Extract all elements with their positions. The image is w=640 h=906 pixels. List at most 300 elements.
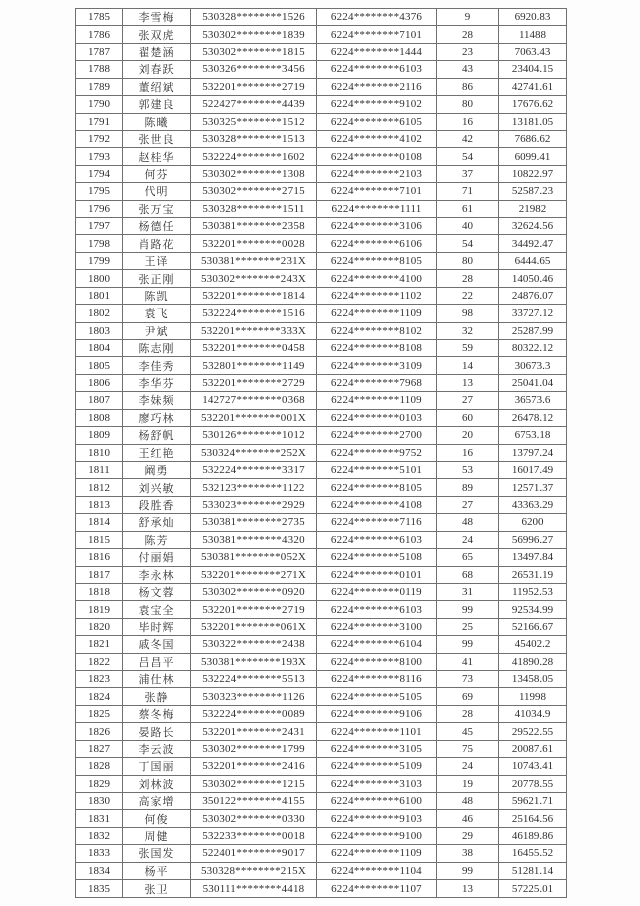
table-row <box>76 810 567 827</box>
cell-count: 19 <box>437 775 499 792</box>
cell-name: 陈芳 <box>123 531 191 548</box>
cell-name: 高家增 <box>123 792 191 809</box>
cell-amount: 56996.27 <box>499 531 567 548</box>
cell-serial: 1810 <box>76 444 123 461</box>
cell-count: 80 <box>437 252 499 269</box>
cell-id_number: 532201********0028 <box>191 235 317 252</box>
cell-card_number: 6224********6105 <box>317 113 437 130</box>
cell-id_number: 532224********1602 <box>191 148 317 165</box>
cell-name: 李永林 <box>123 566 191 583</box>
cell-card_number: 6224********2700 <box>317 427 437 444</box>
cell-amount: 33727.12 <box>499 305 567 322</box>
cell-name: 阚勇 <box>123 461 191 478</box>
cell-serial: 1809 <box>76 427 123 444</box>
cell-card_number: 6224********8116 <box>317 671 437 688</box>
cell-name: 张卫 <box>123 880 191 898</box>
cell-amount: 11952.53 <box>499 583 567 600</box>
table-row <box>76 148 567 165</box>
cell-card_number: 6224********4100 <box>317 270 437 287</box>
cell-amount: 45402.2 <box>499 636 567 653</box>
cell-card_number: 6224********8108 <box>317 340 437 357</box>
table-row <box>76 270 567 287</box>
cell-serial: 1826 <box>76 723 123 740</box>
cell-count: 20 <box>437 427 499 444</box>
cell-amount: 24876.07 <box>499 287 567 304</box>
table-row <box>76 740 567 757</box>
cell-id_number: 530302********0920 <box>191 583 317 600</box>
cell-serial: 1796 <box>76 200 123 217</box>
cell-card_number: 6224********3103 <box>317 775 437 792</box>
table-body <box>76 9 567 898</box>
cell-amount: 25164.56 <box>499 810 567 827</box>
cell-serial: 1802 <box>76 305 123 322</box>
cell-card_number: 6224********0101 <box>317 566 437 583</box>
cell-name: 晏路长 <box>123 723 191 740</box>
cell-id_number: 530381********231X <box>191 252 317 269</box>
cell-amount: 20087.61 <box>499 740 567 757</box>
cell-amount: 29522.55 <box>499 723 567 740</box>
cell-name: 杨舒帆 <box>123 427 191 444</box>
cell-name: 浦仕林 <box>123 671 191 688</box>
table-row <box>76 113 567 130</box>
cell-serial: 1825 <box>76 705 123 722</box>
cell-count: 16 <box>437 113 499 130</box>
cell-serial: 1788 <box>76 61 123 78</box>
cell-amount: 25041.04 <box>499 374 567 391</box>
cell-serial: 1831 <box>76 810 123 827</box>
cell-serial: 1798 <box>76 235 123 252</box>
payment-list-table <box>75 8 567 898</box>
cell-card_number: 6224********1109 <box>317 392 437 409</box>
cell-amount: 6444.65 <box>499 252 567 269</box>
cell-card_number: 6224********7116 <box>317 514 437 531</box>
table-row <box>76 252 567 269</box>
table-row <box>76 374 567 391</box>
cell-count: 28 <box>437 270 499 287</box>
cell-count: 46 <box>437 810 499 827</box>
cell-serial: 1806 <box>76 374 123 391</box>
cell-serial: 1835 <box>76 880 123 898</box>
cell-amount: 41034.9 <box>499 705 567 722</box>
table-row <box>76 479 567 496</box>
cell-count: 32 <box>437 322 499 339</box>
cell-count: 13 <box>437 374 499 391</box>
cell-serial: 1811 <box>76 461 123 478</box>
cell-amount: 92534.99 <box>499 601 567 618</box>
cell-card_number: 6224********5109 <box>317 758 437 775</box>
table-row <box>76 653 567 670</box>
cell-card_number: 6224********6103 <box>317 601 437 618</box>
cell-card_number: 6224********8105 <box>317 479 437 496</box>
cell-name: 吕昌平 <box>123 653 191 670</box>
cell-id_number: 532201********061X <box>191 618 317 635</box>
cell-serial: 1827 <box>76 740 123 757</box>
cell-serial: 1829 <box>76 775 123 792</box>
cell-name: 赵桂华 <box>123 148 191 165</box>
cell-count: 38 <box>437 845 499 862</box>
cell-serial: 1820 <box>76 618 123 635</box>
cell-name: 刘林波 <box>123 775 191 792</box>
cell-id_number: 533023********2929 <box>191 496 317 513</box>
cell-count: 65 <box>437 549 499 566</box>
cell-serial: 1834 <box>76 862 123 879</box>
cell-name: 李雪梅 <box>123 9 191 26</box>
table-row <box>76 305 567 322</box>
cell-count: 80 <box>437 96 499 113</box>
table-row <box>76 671 567 688</box>
cell-card_number: 6224********8102 <box>317 322 437 339</box>
table-row <box>76 688 567 705</box>
cell-id_number: 532201********2719 <box>191 78 317 95</box>
cell-count: 23 <box>437 43 499 60</box>
cell-name: 代明 <box>123 183 191 200</box>
cell-name: 何俊 <box>123 810 191 827</box>
cell-card_number: 6224********4376 <box>317 9 437 26</box>
cell-serial: 1790 <box>76 96 123 113</box>
cell-card_number: 6224********6103 <box>317 61 437 78</box>
table-row <box>76 880 567 898</box>
cell-count: 29 <box>437 827 499 844</box>
cell-amount: 36573.6 <box>499 392 567 409</box>
cell-serial: 1822 <box>76 653 123 670</box>
table-row <box>76 427 567 444</box>
cell-count: 9 <box>437 9 499 26</box>
cell-name: 尹斌 <box>123 322 191 339</box>
cell-serial: 1816 <box>76 549 123 566</box>
cell-serial: 1792 <box>76 130 123 147</box>
table-row <box>76 96 567 113</box>
table-row <box>76 862 567 879</box>
cell-amount: 21982 <box>499 200 567 217</box>
cell-count: 89 <box>437 479 499 496</box>
cell-count: 60 <box>437 409 499 426</box>
cell-serial: 1799 <box>76 252 123 269</box>
cell-amount: 43363.29 <box>499 496 567 513</box>
cell-amount: 52587.23 <box>499 183 567 200</box>
cell-count: 22 <box>437 287 499 304</box>
cell-serial: 1791 <box>76 113 123 130</box>
cell-count: 13 <box>437 880 499 898</box>
cell-amount: 6920.83 <box>499 9 567 26</box>
cell-count: 48 <box>437 514 499 531</box>
cell-name: 董绍斌 <box>123 78 191 95</box>
cell-name: 付丽娟 <box>123 549 191 566</box>
cell-card_number: 6224********9106 <box>317 705 437 722</box>
cell-amount: 10743.41 <box>499 758 567 775</box>
cell-amount: 41890.28 <box>499 653 567 670</box>
cell-card_number: 6224********1107 <box>317 880 437 898</box>
cell-name: 袁飞 <box>123 305 191 322</box>
cell-amount: 57225.01 <box>499 880 567 898</box>
cell-count: 31 <box>437 583 499 600</box>
cell-serial: 1805 <box>76 357 123 374</box>
cell-name: 丁国丽 <box>123 758 191 775</box>
table-row <box>76 444 567 461</box>
table-row <box>76 496 567 513</box>
cell-id_number: 530323********1126 <box>191 688 317 705</box>
cell-serial: 1819 <box>76 601 123 618</box>
table-row <box>76 514 567 531</box>
cell-count: 99 <box>437 862 499 879</box>
cell-serial: 1830 <box>76 792 123 809</box>
table-row <box>76 322 567 339</box>
cell-id_number: 530302********243X <box>191 270 317 287</box>
cell-serial: 1815 <box>76 531 123 548</box>
cell-count: 27 <box>437 392 499 409</box>
cell-count: 71 <box>437 183 499 200</box>
cell-amount: 16017.49 <box>499 461 567 478</box>
cell-amount: 7063.43 <box>499 43 567 60</box>
cell-card_number: 6224********0119 <box>317 583 437 600</box>
cell-name: 刘春跃 <box>123 61 191 78</box>
cell-id_number: 530302********1799 <box>191 740 317 757</box>
cell-name: 张正刚 <box>123 270 191 287</box>
table-row <box>76 409 567 426</box>
cell-card_number: 6224********3100 <box>317 618 437 635</box>
cell-amount: 7686.62 <box>499 130 567 147</box>
cell-card_number: 6224********3109 <box>317 357 437 374</box>
cell-id_number: 532224********1516 <box>191 305 317 322</box>
table-row <box>76 636 567 653</box>
cell-id_number: 530302********1308 <box>191 165 317 182</box>
cell-id_number: 530111********4418 <box>191 880 317 898</box>
cell-id_number: 532201********2416 <box>191 758 317 775</box>
cell-serial: 1813 <box>76 496 123 513</box>
cell-serial: 1812 <box>76 479 123 496</box>
cell-amount: 13497.84 <box>499 549 567 566</box>
cell-card_number: 6224********4108 <box>317 496 437 513</box>
cell-name: 陈曦 <box>123 113 191 130</box>
cell-serial: 1833 <box>76 845 123 862</box>
cell-id_number: 530328********1513 <box>191 130 317 147</box>
cell-card_number: 6224********6103 <box>317 531 437 548</box>
cell-name: 王译 <box>123 252 191 269</box>
cell-serial: 1795 <box>76 183 123 200</box>
cell-name: 张世良 <box>123 130 191 147</box>
cell-id_number: 532123********1122 <box>191 479 317 496</box>
cell-id_number: 532224********3317 <box>191 461 317 478</box>
table-row <box>76 9 567 26</box>
cell-id_number: 532224********5513 <box>191 671 317 688</box>
cell-card_number: 6224********3105 <box>317 740 437 757</box>
cell-name: 周健 <box>123 827 191 844</box>
table-row <box>76 583 567 600</box>
cell-card_number: 6224********6106 <box>317 235 437 252</box>
cell-id_number: 532201********333X <box>191 322 317 339</box>
cell-name: 毕时辉 <box>123 618 191 635</box>
cell-card_number: 6224********8100 <box>317 653 437 670</box>
table-row <box>76 601 567 618</box>
table-row <box>76 758 567 775</box>
cell-count: 68 <box>437 566 499 583</box>
cell-name: 李妹频 <box>123 392 191 409</box>
cell-amount: 6099.41 <box>499 148 567 165</box>
cell-card_number: 6224********2116 <box>317 78 437 95</box>
cell-serial: 1789 <box>76 78 123 95</box>
cell-count: 27 <box>437 496 499 513</box>
cell-count: 48 <box>437 792 499 809</box>
cell-card_number: 6224********1444 <box>317 43 437 60</box>
cell-card_number: 6224********5101 <box>317 461 437 478</box>
cell-card_number: 6224********0108 <box>317 148 437 165</box>
cell-serial: 1785 <box>76 9 123 26</box>
cell-count: 42 <box>437 130 499 147</box>
cell-serial: 1817 <box>76 566 123 583</box>
table-row <box>76 43 567 60</box>
cell-card_number: 6224********1104 <box>317 862 437 879</box>
cell-id_number: 530328********1511 <box>191 200 317 217</box>
cell-amount: 20778.55 <box>499 775 567 792</box>
cell-id_number: 530302********1215 <box>191 775 317 792</box>
cell-count: 25 <box>437 618 499 635</box>
cell-count: 16 <box>437 444 499 461</box>
cell-amount: 16455.52 <box>499 845 567 862</box>
cell-serial: 1793 <box>76 148 123 165</box>
cell-card_number: 6224********9102 <box>317 96 437 113</box>
cell-name: 李云波 <box>123 740 191 757</box>
table-row <box>76 827 567 844</box>
cell-card_number: 6224********1102 <box>317 287 437 304</box>
cell-name: 陈志刚 <box>123 340 191 357</box>
cell-name: 何芬 <box>123 165 191 182</box>
cell-count: 86 <box>437 78 499 95</box>
cell-id_number: 532201********2729 <box>191 374 317 391</box>
cell-count: 37 <box>437 165 499 182</box>
cell-serial: 1808 <box>76 409 123 426</box>
table-row <box>76 618 567 635</box>
cell-amount: 23404.15 <box>499 61 567 78</box>
cell-id_number: 522401********9017 <box>191 845 317 862</box>
table-row <box>76 792 567 809</box>
table-row <box>76 78 567 95</box>
cell-count: 69 <box>437 688 499 705</box>
table-row <box>76 392 567 409</box>
cell-amount: 80322.12 <box>499 340 567 357</box>
table-row <box>76 566 567 583</box>
cell-serial: 1832 <box>76 827 123 844</box>
cell-id_number: 530381********193X <box>191 653 317 670</box>
cell-id_number: 530381********2358 <box>191 218 317 235</box>
table-row <box>76 357 567 374</box>
cell-amount: 17676.62 <box>499 96 567 113</box>
table-row <box>76 130 567 147</box>
cell-serial: 1804 <box>76 340 123 357</box>
cell-name: 段胜香 <box>123 496 191 513</box>
cell-count: 54 <box>437 235 499 252</box>
cell-id_number: 350122********4155 <box>191 792 317 809</box>
cell-id_number: 530325********1512 <box>191 113 317 130</box>
cell-id_number: 532201********271X <box>191 566 317 583</box>
cell-id_number: 532201********1814 <box>191 287 317 304</box>
cell-amount: 59621.71 <box>499 792 567 809</box>
cell-serial: 1821 <box>76 636 123 653</box>
cell-count: 61 <box>437 200 499 217</box>
cell-amount: 14050.46 <box>499 270 567 287</box>
cell-id_number: 532201********0458 <box>191 340 317 357</box>
cell-id_number: 530302********0330 <box>191 810 317 827</box>
cell-id_number: 532224********0089 <box>191 705 317 722</box>
cell-card_number: 6224********4102 <box>317 130 437 147</box>
cell-serial: 1823 <box>76 671 123 688</box>
table-row <box>76 200 567 217</box>
cell-amount: 12571.37 <box>499 479 567 496</box>
cell-serial: 1797 <box>76 218 123 235</box>
cell-name: 廖巧林 <box>123 409 191 426</box>
cell-name: 舒承灿 <box>123 514 191 531</box>
cell-id_number: 532201********2431 <box>191 723 317 740</box>
cell-count: 43 <box>437 61 499 78</box>
cell-amount: 51281.14 <box>499 862 567 879</box>
table-row <box>76 845 567 862</box>
cell-card_number: 6224********0103 <box>317 409 437 426</box>
cell-id_number: 530326********3456 <box>191 61 317 78</box>
cell-count: 98 <box>437 305 499 322</box>
cell-count: 53 <box>437 461 499 478</box>
cell-id_number: 530126********1012 <box>191 427 317 444</box>
cell-name: 翟楚涵 <box>123 43 191 60</box>
table-row <box>76 549 567 566</box>
cell-id_number: 530328********1526 <box>191 9 317 26</box>
cell-id_number: 530302********1815 <box>191 43 317 60</box>
cell-name: 张双虎 <box>123 26 191 43</box>
cell-id_number: 530381********052X <box>191 549 317 566</box>
cell-amount: 6753.18 <box>499 427 567 444</box>
cell-name: 杨平 <box>123 862 191 879</box>
cell-amount: 11998 <box>499 688 567 705</box>
cell-card_number: 6224********1101 <box>317 723 437 740</box>
cell-id_number: 532801********1149 <box>191 357 317 374</box>
cell-name: 张静 <box>123 688 191 705</box>
table-row <box>76 61 567 78</box>
cell-serial: 1828 <box>76 758 123 775</box>
cell-card_number: 6224********9103 <box>317 810 437 827</box>
cell-count: 45 <box>437 723 499 740</box>
cell-amount: 26478.12 <box>499 409 567 426</box>
cell-card_number: 6224********5108 <box>317 549 437 566</box>
cell-amount: 11488 <box>499 26 567 43</box>
cell-amount: 25287.99 <box>499 322 567 339</box>
cell-name: 陈凯 <box>123 287 191 304</box>
cell-count: 24 <box>437 531 499 548</box>
cell-card_number: 6224********8105 <box>317 252 437 269</box>
cell-card_number: 6224********1111 <box>317 200 437 217</box>
cell-serial: 1807 <box>76 392 123 409</box>
cell-name: 李佳秀 <box>123 357 191 374</box>
cell-amount: 42741.61 <box>499 78 567 95</box>
cell-card_number: 6224********6104 <box>317 636 437 653</box>
cell-count: 24 <box>437 758 499 775</box>
cell-amount: 52166.67 <box>499 618 567 635</box>
cell-amount: 32624.56 <box>499 218 567 235</box>
cell-amount: 13458.05 <box>499 671 567 688</box>
table-row <box>76 165 567 182</box>
table-row <box>76 723 567 740</box>
cell-card_number: 6224********1109 <box>317 305 437 322</box>
cell-serial: 1801 <box>76 287 123 304</box>
cell-card_number: 6224********9100 <box>317 827 437 844</box>
cell-id_number: 532233********0018 <box>191 827 317 844</box>
cell-serial: 1787 <box>76 43 123 60</box>
cell-id_number: 530302********2715 <box>191 183 317 200</box>
cell-id_number: 530381********4320 <box>191 531 317 548</box>
cell-name: 杨德任 <box>123 218 191 235</box>
cell-card_number: 6224********1109 <box>317 845 437 862</box>
cell-name: 蔡冬梅 <box>123 705 191 722</box>
cell-amount: 10822.97 <box>499 165 567 182</box>
cell-name: 刘兴敏 <box>123 479 191 496</box>
cell-serial: 1824 <box>76 688 123 705</box>
cell-count: 75 <box>437 740 499 757</box>
